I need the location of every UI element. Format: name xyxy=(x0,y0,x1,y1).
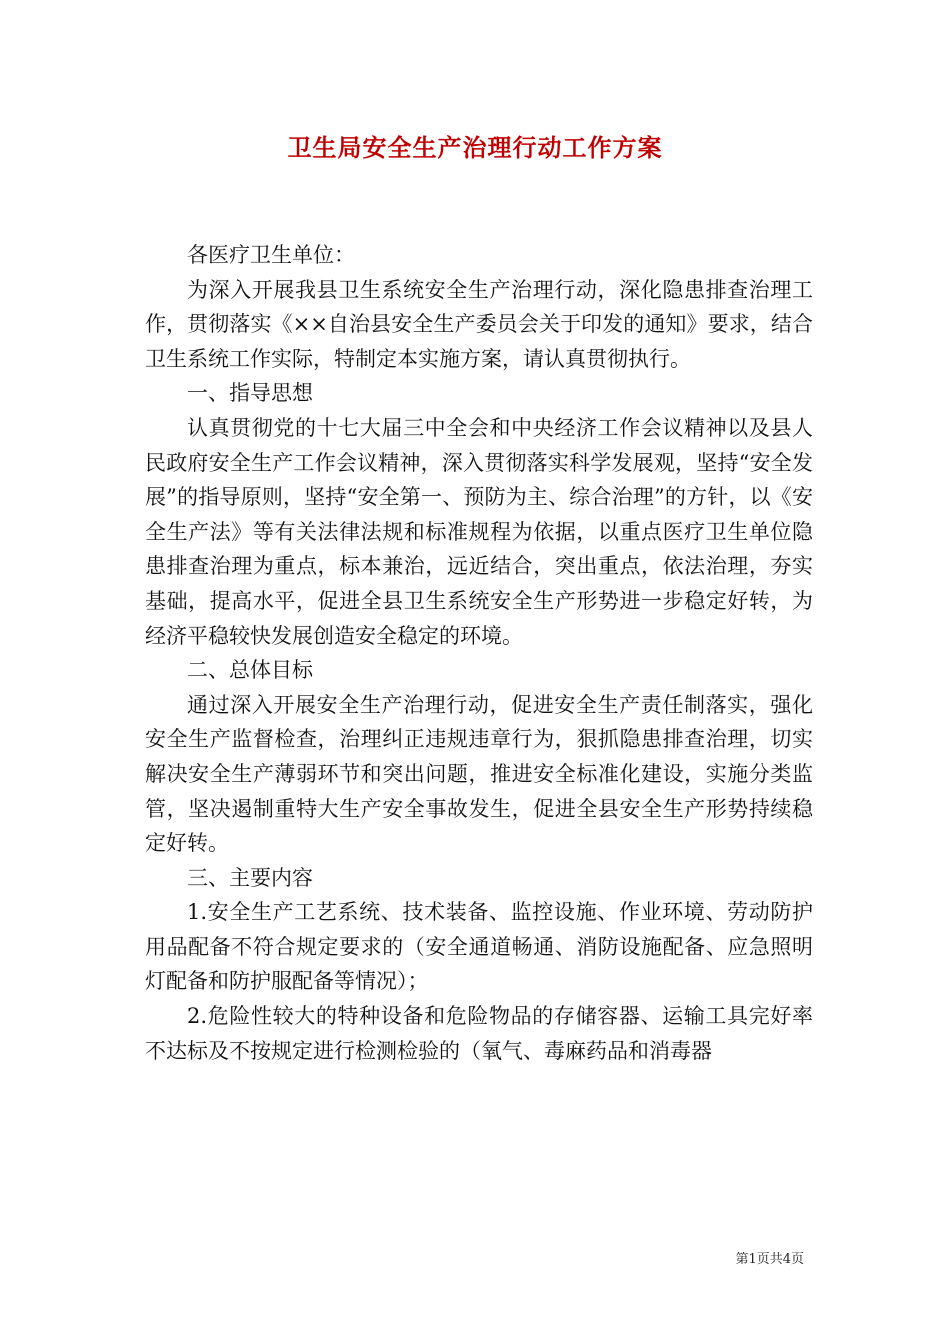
section-heading-main-content: 三、主要内容 xyxy=(187,865,313,890)
page-number: 第1页共4页 xyxy=(735,1252,804,1267)
list-item: 2.危险性较大的特种设备和危险物品的存储容器、运输工具完好率不达标及不按规定进行检测检验的（氧气、毒麻药品和消毒器 xyxy=(145,1004,813,1063)
section-paragraph: 认真贯彻党的十七大届三中全会和中央经济工作会议精神以及县人民政府安全生产工作会议精神，深入贯彻落实科学发展观，坚持“安全发展”的指导原则，坚持“安全第一、预防为主、综合治理”的方针，以《安全生产法》等有关法律法规和标准规程为依据，以重点医疗卫生单位隐患排查治理为重点，标本兼治，远近结合，突出重点，依法治理，夯实基础，提高水平，促进全县卫生系统安全生产形势进一步稳定好转，为经济平稳较快发展创造安全稳定的环境。 xyxy=(145,415,813,648)
document-body xyxy=(145,238,813,1068)
list-item: 1.安全生产工艺系统、技术装备、监控设施、作业环境、劳动防护用品配备不符合规定要求的（安全通道畅通、消防设施配备、应急照明灯配备和防护服配备等情况）； xyxy=(145,900,813,994)
section-heading-overall-goal: 二、总体目标 xyxy=(187,658,313,683)
section-heading-guiding-ideology: 一、指导思想 xyxy=(187,381,313,406)
page-title: 卫生局安全生产治理行动工作方案 xyxy=(287,133,663,162)
salutation: 各医疗卫生单位： xyxy=(187,243,355,267)
section-paragraph: 通过深入开展安全生产治理行动，促进安全生产责任制落实，强化安全生产监督检查，治理纠正违规违章行为，狠抓隐患排查治理，切实解决安全生产薄弱环节和突出问题，推进安全标准化建设，实施分类监管，坚决遏制重特大生产安全事故发生，促进全县安全生产形势持续稳定好转。 xyxy=(145,692,813,856)
intro-paragraph: 为深入开展我县卫生系统安全生产治理行动，深化隐患排查治理工作，贯彻落实《××自治县安全生产委员会关于印发的通知》要求，结合卫生系统工作实际，特制定本实施方案，请认真贯彻执行。 xyxy=(145,277,813,371)
